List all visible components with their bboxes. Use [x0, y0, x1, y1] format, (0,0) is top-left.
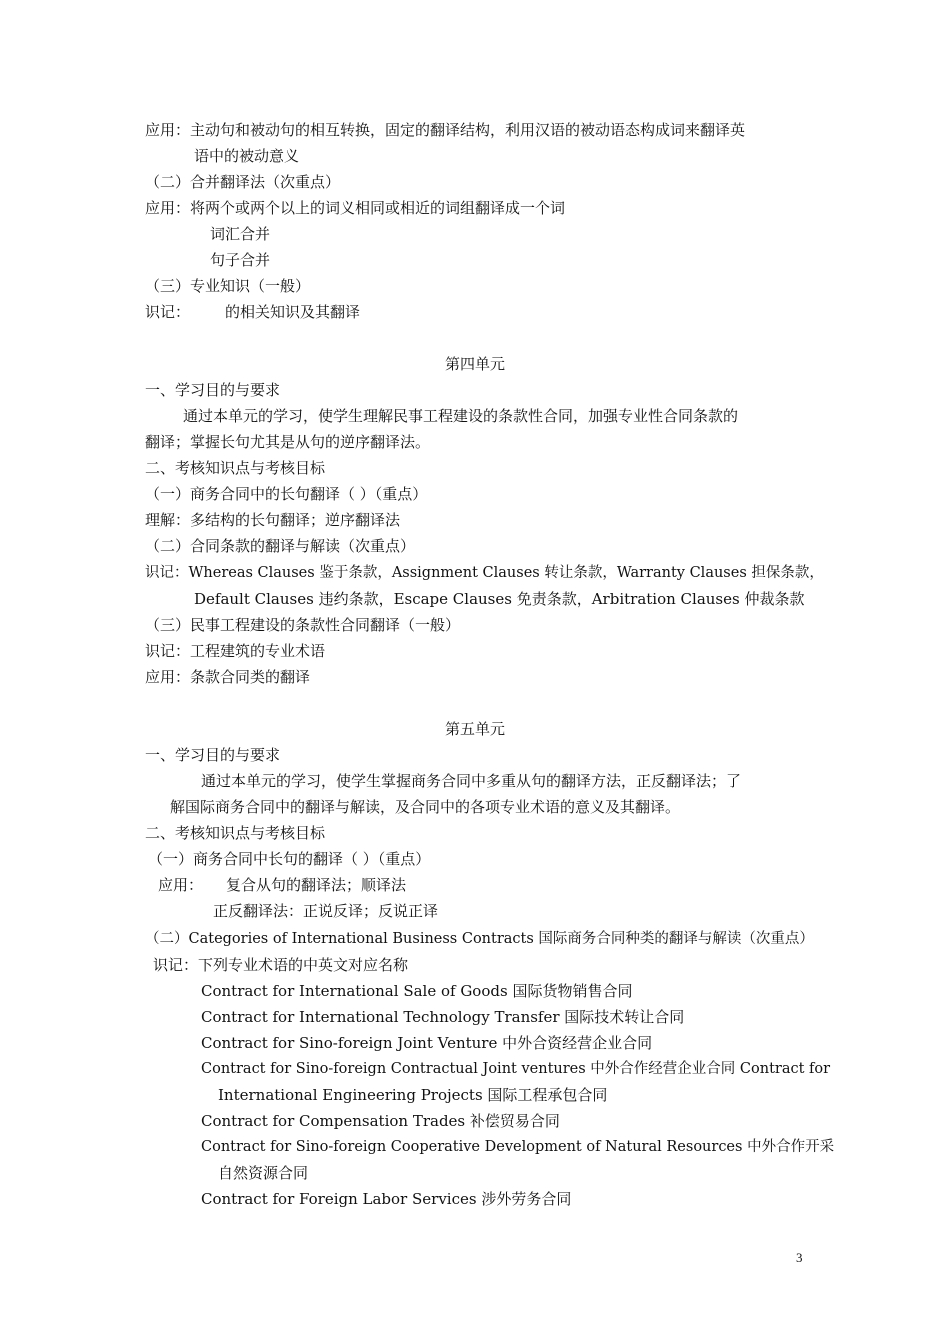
text-line: 应用：将两个或两个以上的词义相同或相近的词组翻译成一个词 [145, 199, 566, 217]
text-line: 应用：条款合同类的翻译 [145, 668, 311, 686]
subheading: （三）民事工程建设的条款性合同翻译（一般） [145, 616, 461, 634]
term-item: 自然资源合同 [218, 1164, 309, 1182]
term-item: Contract for International Technology Transfer 国际技术转让合同 [201, 1008, 685, 1026]
text-line: 应用：主动句和被动句的相互转换，固定的翻译结构，利用汉语的被动语态构成词来翻译英 [145, 121, 746, 139]
subheading: （一）商务合同中的长句翻译（ ）（重点） [145, 485, 428, 503]
subheading: （一）商务合同中长句的翻译（ ）（重点） [148, 850, 431, 868]
text-line: 正反翻译法：正说反译；反说正译 [213, 902, 439, 920]
label: 识记： [145, 303, 191, 321]
term-item: International Engineering Projects 国际工程承包合同 [218, 1086, 608, 1104]
term-item: Contract for Foreign Labor Services 涉外劳务合同 [201, 1190, 572, 1208]
term-item: Contract for Sino-foreign Contractual Joint ventures 中外合作经营企业合同 Contract for [201, 1061, 831, 1077]
text-line: 句子合并 [210, 251, 271, 269]
subheading: （三）专业知识（一般） [145, 277, 311, 295]
term-item: Contract for International Sale of Goods 国际货物销售合同 [201, 982, 633, 1000]
text-line: 识记：下列专业术语的中英文对应名称 [153, 956, 409, 974]
text-line: 理解：多结构的长句翻译；逆序翻译法 [145, 511, 401, 529]
text-line: 解国际商务合同中的翻译与解读，及合同中的各项专业术语的意义及其翻译。 [170, 798, 681, 816]
term-item: Contract for Sino-foreign Joint Venture 中外合资经营企业合同 [201, 1034, 653, 1052]
text-line: 复合从句的翻译法；顺译法 [226, 876, 407, 894]
unit-title: 第五单元 [444, 720, 505, 738]
subheading: （二）Categories of International Business Contracts 国际商务合同种类的翻译与解读（次重点） [145, 931, 814, 947]
section-heading: 二、考核知识点与考核目标 [145, 459, 326, 477]
subheading: （二）合同条款的翻译与解读（次重点） [145, 537, 416, 555]
text-line: 词汇合并 [210, 225, 271, 243]
text-line: Default Clauses 违约条款，Escape Clauses 免责条款，Arbitration Clauses 仲裁条款 [194, 590, 805, 608]
text-line: 语中的被动意义 [194, 147, 300, 165]
term-item: Contract for Sino-foreign Cooperative Development of Natural Resources 中外合作开采 [201, 1139, 835, 1155]
label: 应用： [158, 876, 204, 894]
text-line: 的相关知识及其翻译 [225, 303, 361, 321]
section-heading: 二、考核知识点与考核目标 [145, 824, 326, 842]
section-heading: 一、学习目的与要求 [145, 746, 281, 764]
text-line: 通过本单元的学习，使学生掌握商务合同中多重从句的翻译方法，正反翻译法；了 [201, 772, 742, 790]
text-line: 翻译；掌握长句尤其是从句的逆序翻译法。 [145, 433, 431, 451]
section-heading: 一、学习目的与要求 [145, 381, 281, 399]
text-line: 识记：工程建筑的专业术语 [145, 642, 326, 660]
text-line: 通过本单元的学习，使学生理解民事工程建设的条款性合同，加强专业性合同条款的 [183, 407, 739, 425]
unit-title: 第四单元 [444, 355, 505, 373]
page-number: 3 [796, 1250, 803, 1265]
term-item: Contract for Compensation Trades 补偿贸易合同 [201, 1112, 560, 1130]
text-line: 识记：Whereas Clauses 鉴于条款，Assignment Clauses 转让条款，Warranty Clauses 担保条款， [145, 565, 824, 581]
subheading: （二）合并翻译法（次重点） [145, 173, 341, 191]
